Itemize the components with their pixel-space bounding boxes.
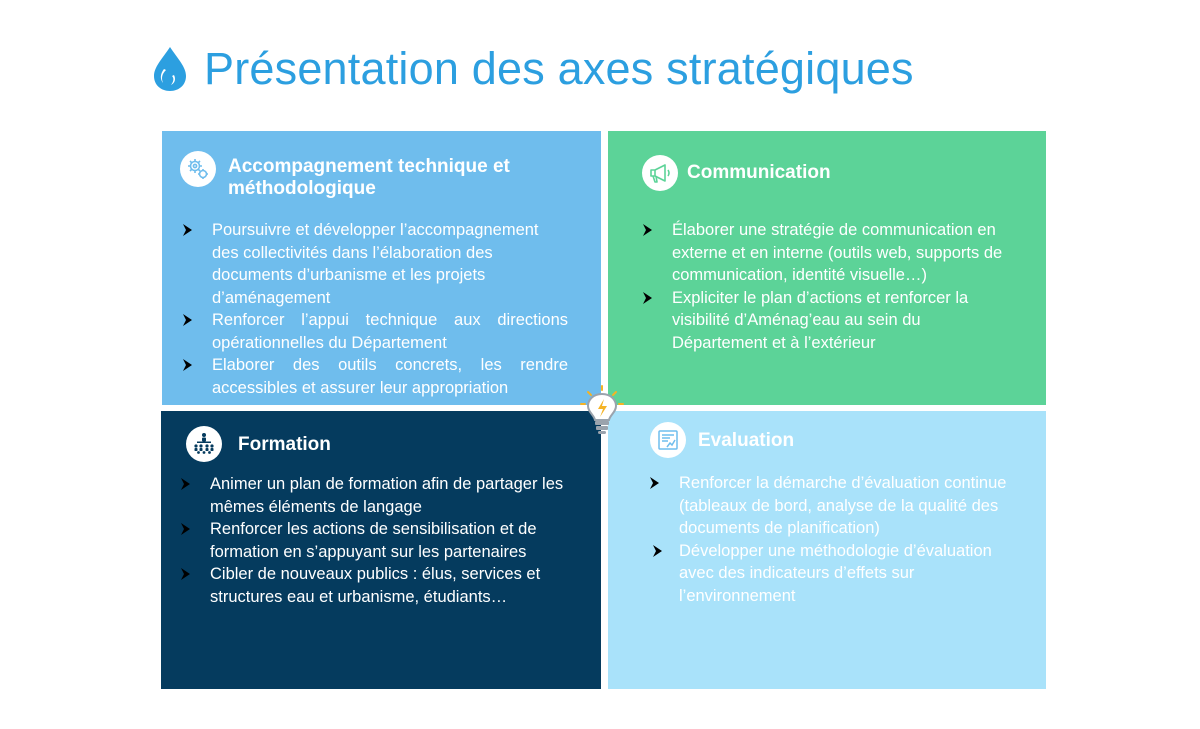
chevron-right-icon xyxy=(182,309,196,331)
panel-accompagnement xyxy=(162,131,601,405)
list-item: Renforcer la démarche d’évaluation continue (tableaux de bord, analyse de la qualité des documents de planification) xyxy=(679,472,1009,540)
panel-title: Accompagnement technique et méthodologique xyxy=(228,156,510,199)
list-item: Expliciter le plan d’actions et renforcer la visibilité d’Aménag’eau au sein du Département et à l’extérieur xyxy=(672,287,1010,355)
bullet-list xyxy=(210,473,570,608)
gears-icon xyxy=(180,151,216,187)
list-item: Poursuivre et développer l’accompagnement des collectivités dans l’élaboration des documents d’urbanisme et les projets d’aménagement xyxy=(212,219,568,309)
page-title: Présentation des axes stratégiques xyxy=(204,43,914,94)
list-item: Développer une méthodologie d’évaluation avec des indicateurs d’effets sur l’environnement xyxy=(679,540,1009,608)
chevron-right-icon xyxy=(180,518,194,540)
megaphone-icon xyxy=(642,155,678,191)
list-item: Renforcer l’appui technique aux directions opérationnelles du Département xyxy=(212,309,568,354)
panel-title: Communication xyxy=(687,162,831,183)
chevron-right-icon xyxy=(652,540,666,562)
chevron-right-icon xyxy=(180,563,194,585)
water-drop-icon xyxy=(150,45,190,93)
panel-formation xyxy=(161,411,601,689)
bullet-list xyxy=(679,472,1009,607)
list-item: Animer un plan de formation afin de partager les mêmes éléments de langage xyxy=(210,473,570,518)
list-item: Élaborer une stratégie de communication en externe et en interne (outils web, supports de communication, identité visuelle…) xyxy=(672,219,1010,287)
slide-header xyxy=(150,38,914,100)
lightbulb-icon xyxy=(576,384,628,438)
panel-evaluation xyxy=(608,411,1046,689)
chevron-right-icon xyxy=(649,472,663,494)
panel-title: Formation xyxy=(238,434,331,455)
bullet-list xyxy=(212,219,568,399)
chevron-right-icon xyxy=(642,287,656,309)
list-item: Elaborer des outils concrets, les rendre accessibles et assurer leur appropriation xyxy=(212,354,568,399)
chevron-right-icon xyxy=(182,219,196,241)
list-item: Cibler de nouveaux publics : élus, services et structures eau et urbanisme, étudiants… xyxy=(210,563,570,608)
panel-communication xyxy=(608,131,1046,405)
bullet-list xyxy=(672,219,1010,354)
audience-icon xyxy=(186,426,222,462)
chevron-right-icon xyxy=(182,354,196,376)
chevron-right-icon xyxy=(642,219,656,241)
chevron-right-icon xyxy=(180,473,194,495)
report-icon xyxy=(650,422,686,458)
panel-title: Evaluation xyxy=(698,430,795,451)
list-item: Renforcer les actions de sensibilisation et de formation en s’appuyant sur les partenaires xyxy=(210,518,570,563)
